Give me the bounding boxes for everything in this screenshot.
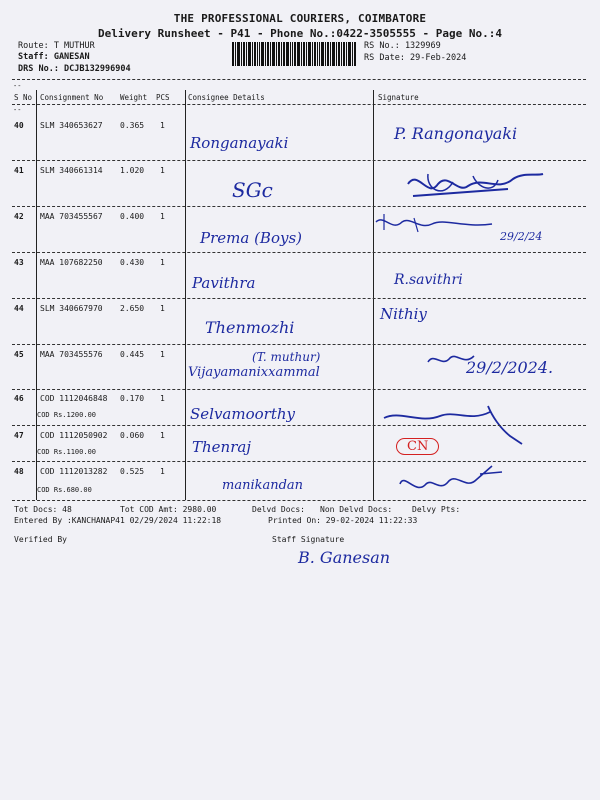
signature-handwriting: Nithiy [380, 305, 427, 323]
row-sno: 40 [14, 121, 24, 130]
separator [12, 79, 586, 80]
staff-signature-handwriting: B. Ganesan [298, 548, 391, 567]
row-consignment: MAA 703455576 [40, 350, 103, 359]
row-consignment: SLM 340653627 [40, 121, 103, 130]
column-rule [373, 90, 374, 500]
row-weight: 0.365 [120, 121, 145, 130]
staff-label: Staff: GANESAN [18, 52, 90, 62]
row-sno: 43 [14, 258, 24, 267]
row-separator [12, 206, 586, 207]
col-consignee: Consignee Details [188, 93, 265, 102]
row-weight: 0.525 [120, 467, 145, 476]
consignee-handwriting: Vijayamanixxammal [188, 365, 320, 380]
row-consignment: MAA 107682250 [40, 258, 103, 267]
signature-scribble [396, 462, 506, 502]
delivery-points: Delvy Pts: [412, 505, 461, 514]
delivered-docs: Delvd Docs: [252, 505, 305, 514]
row-pcs: 1 [160, 394, 165, 403]
col-pcs: PCS [156, 93, 170, 102]
barcode [232, 42, 356, 66]
row-sno: 42 [14, 212, 24, 221]
row-pcs: 1 [160, 467, 165, 476]
row-pcs: 1 [160, 166, 165, 175]
row-sno: 44 [14, 304, 24, 313]
row-sno: 46 [14, 394, 24, 403]
row-consignment: COD 1112046848 [40, 394, 108, 403]
row-consignment: SLM 340661314 [40, 166, 103, 175]
consignee-handwriting: Prema (Boys) [200, 229, 303, 247]
row-consignment: MAA 703455567 [40, 212, 103, 221]
row-consignment: COD 1112050902 [40, 431, 108, 440]
entered-by: Entered By :KANCHANAP41 02/29/2024 11:22:18 [14, 516, 222, 525]
col-sno: S No [14, 93, 33, 102]
row-pcs: 1 [160, 121, 165, 130]
printed-on: Printed On: 29-02-2024 11:22:33 [268, 516, 418, 525]
cod-amount: COD Rs.680.00 [37, 486, 92, 494]
row-separator [12, 500, 586, 501]
cod-amount: COD Rs.1100.00 [37, 448, 97, 456]
runsheet-page: THE PROFESSIONAL COURIERS, COIMBATORE Delivery Runsheet - P41 - Phone No.:0422-3505555 - Page No.:4 Route: T MUTHUR Staff: GANESAN DRS No.: DCJB132996904 RS No.: 1329969 RS Date: 29-Feb-2024 -- -- S No Consignment No Weight PCS Consignee Details Signature 40 SLM 340653627 0.365 1 Ronganayaki P. Rangonayaki 41 SLM 340661314 1.020 1 SGc 42 MAA 703455567 0.400 1 Prema (Boys) 29/2/24 43 MAA 107682250 0.430 1 Pavithra R.savithri 44 SLM 340667970 2.650 1 Thenmozhi Nithiy 45 MAA 703455576 0.445 1 (T. muthur) Vijayamanixxammal 29/2/2024. 46 COD 1112046848 0.170 1 COD Rs.1200.00 Selvamoorthy 47 COD 1112050902 0.060 1 COD Rs.1100.00 Thenraj CN 48 COD 1112013282 0.525 1 COD Rs.680.00 manikandan Tot Docs: 48 Tot COD Amt: 2980.00 Delvd Docs: Non Delvd Docs: Delvy Pts: Entered By :KANCHANAP41 02/29/2024 11:22:18 Printed On: 29-02-2024 11:22:33 Verified By Staff Signature B. Ganesan [0, 0, 600, 800]
row-separator [12, 298, 586, 299]
consignee-handwriting: Pavithra [192, 274, 256, 292]
consignee-handwriting: manikandan [222, 478, 304, 493]
staff-signature-label: Staff Signature [272, 535, 345, 544]
row-separator [12, 389, 586, 390]
consignee-handwriting: SGc [232, 178, 273, 202]
row-pcs: 1 [160, 258, 165, 267]
signature-handwriting: 29/2/24 [500, 230, 543, 243]
row-pcs: 1 [160, 212, 165, 221]
col-signature: Signature [378, 93, 419, 102]
signature-handwriting: R.savithri [394, 272, 463, 288]
consignee-handwriting: Thenmozhi [205, 318, 295, 337]
row-weight: 0.060 [120, 431, 145, 440]
consignee-handwriting: Ronganayaki [190, 134, 289, 152]
rs-number: RS No.: 1329969 [364, 41, 441, 51]
row-pcs: 1 [160, 350, 165, 359]
col-consignment: Consignment No [40, 93, 104, 102]
runsheet-subtitle: Delivery Runsheet - P41 - Phone No.:0422-3505555 - Page No.:4 [98, 27, 502, 40]
row-weight: 0.430 [120, 258, 145, 267]
row-weight: 0.170 [120, 394, 145, 403]
row-separator [12, 160, 586, 161]
total-cod-amount: Tot COD Amt: 2980.00 [120, 505, 217, 514]
signature-scribble [398, 164, 546, 204]
row-separator [12, 425, 586, 426]
row-weight: 0.445 [120, 350, 145, 359]
col-weight: Weight [120, 93, 148, 102]
route-label: Route: T MUTHUR [18, 41, 95, 51]
rs-date: RS Date: 29-Feb-2024 [364, 53, 467, 63]
consignee-handwriting-note: (T. muthur) [252, 350, 321, 364]
consignee-handwriting: Thenraj [192, 438, 251, 456]
row-separator [12, 252, 586, 253]
row-sno: 41 [14, 166, 24, 175]
row-sno: 47 [14, 431, 24, 440]
row-sno: 48 [14, 467, 24, 476]
separator [12, 104, 586, 105]
verified-by-label: Verified By [14, 535, 67, 544]
signature-handwriting: 29/2/2024. [466, 358, 554, 377]
consignee-handwriting: Selvamoorthy [190, 405, 295, 423]
total-docs: Tot Docs: 48 [14, 505, 72, 514]
row-pcs: 1 [160, 304, 165, 313]
cod-amount: COD Rs.1200.00 [37, 411, 97, 419]
row-weight: 1.020 [120, 166, 145, 175]
company-title: THE PROFESSIONAL COURIERS, COIMBATORE [173, 12, 427, 25]
signature-scribble [374, 210, 494, 240]
row-sno: 45 [14, 350, 24, 359]
column-rule [36, 90, 37, 500]
non-delivered-docs: Non Delvd Docs: [320, 505, 393, 514]
signature-handwriting: P. Rangonayaki [394, 124, 518, 143]
row-consignment: SLM 340667970 [40, 304, 103, 313]
row-weight: 2.650 [120, 304, 145, 313]
row-weight: 0.400 [120, 212, 145, 221]
row-pcs: 1 [160, 431, 165, 440]
row-separator [12, 344, 586, 345]
cn-stamp: CN [396, 438, 439, 455]
drs-number: DRS No.: DCJB132996904 [18, 64, 131, 74]
column-rule [185, 90, 186, 500]
row-consignment: COD 1112013282 [40, 467, 108, 476]
